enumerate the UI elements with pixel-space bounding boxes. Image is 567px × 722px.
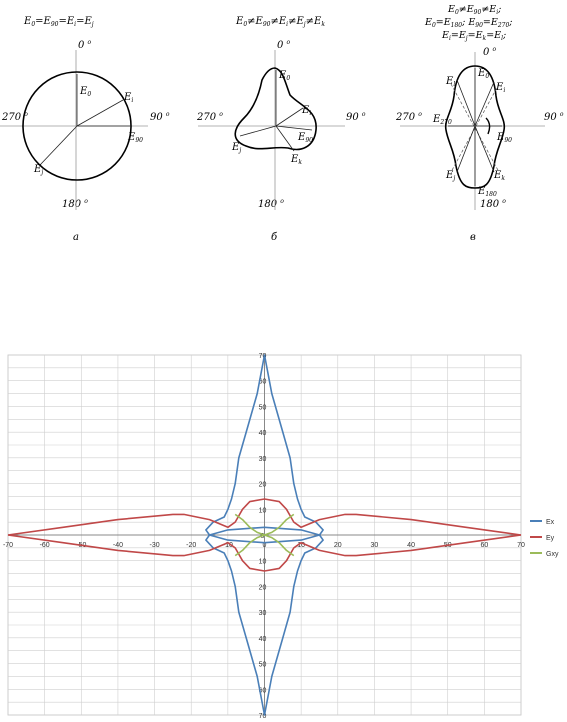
vector-ei-a [77,100,123,126]
y-tick-label: 60 [258,687,267,695]
angle-90-c: 90 $^o$ [544,111,564,123]
label-ei-a: $E_i$ [124,92,134,104]
x-tick-label: -60 [39,542,50,549]
vector-ej-b [240,126,276,136]
y-tick-label: 40 [258,635,267,643]
chart-legend [530,519,559,558]
vector-ej-c [457,126,475,172]
label-ej-b: $E_j$ [232,142,242,154]
x-tick-label: -10 [222,542,233,549]
label-ej-a: $E_j$ [34,164,44,176]
y-tick-label: 30 [258,610,267,618]
y-tick-label: 20 [258,481,267,489]
angle-270-a: 270 $^o$ [2,111,28,123]
angle-0-b: 0 $^o$ [277,39,291,51]
vector-ek-c [475,126,494,172]
label-el-c: $E_l$ [446,76,456,88]
angle-90-b: 90 $^o$ [346,111,366,123]
caption-c: в [470,232,476,243]
y-tick-label: 10 [258,558,267,566]
y-tick-label: 30 [258,455,267,463]
label-e90-a: $E_{90}$ [128,132,143,144]
x-tick-label: 40 [407,542,415,549]
svg-text:E0=E180; E90=E270;: $E_0=E_{180}$; $E_{90}=E_{270}$; [425,17,513,29]
angle-90-a: 90 $^o$ [150,111,170,123]
y-tick-label: 10 [258,507,267,515]
label-e0-b: $E_0$ [279,70,291,82]
angle-0-a: 0 $^o$ [78,39,92,51]
label-ei-b: $E_i$ [302,105,312,117]
y-tick-label: 50 [258,404,267,412]
y-tick-label: 50 [258,661,267,669]
legend-label-ex: Ex [546,519,555,526]
x-tick-label: 0 [262,542,267,549]
angle-0-c: 0 $^o$ [483,46,497,58]
formula-c [424,4,512,42]
legend-label-ey: Ey [546,535,555,542]
angle-270-c: 270 $^o$ [396,111,422,123]
vector-el-c [457,80,475,126]
diagram-a [0,16,170,243]
x-tick-label: -40 [112,542,123,549]
diagram-c [395,4,564,243]
chart [3,353,559,720]
x-tick-label: 70 [517,542,525,549]
label-ek-c: $E_k$ [494,170,505,182]
label-e0-c: $E_0$ [478,68,490,80]
angle-180-a: 180 $^o$ [62,198,88,210]
label-ej-c: $E_j$ [446,170,456,182]
y-tick-label: 60 [258,378,267,386]
svg-text:E0≠E90≠Ei;: $E_0\ne E_{90}\ne E_i$; [448,4,502,16]
label-e90-b: $E_{90}$ [298,132,313,144]
y-tick-label: 40 [258,430,267,438]
label-e180-c: $E_{180}$ [478,186,497,198]
label-e270-c: $E_{270}$ [433,114,452,126]
x-tick-label: 30 [370,542,379,549]
label-e90-c: $E_{90}$ [497,132,512,144]
legend-label-gxy: Gxy [546,551,559,558]
x-tick-label: 20 [333,542,342,549]
x-tick-label: 50 [443,542,452,549]
x-tick-label: -20 [186,542,197,549]
x-tick-label: -30 [149,542,160,549]
label-ei-c: $E_i$ [496,82,506,94]
y-tick-label: 70 [258,353,267,360]
y-tick-label: 0 [260,533,265,540]
x-tick-label: -70 [2,542,14,549]
vector-ej-a [40,126,77,165]
y-tick-label: 70 [258,713,267,720]
label-e0-a: $E_0$ [80,86,92,98]
svg-text:Ei=Ej=Ek=El;: $E_i=E_j=E_k=E_l$; [442,30,507,42]
label-ek-b: $E_k$ [291,154,302,166]
caption-a: а [73,232,79,243]
caption-b: б [271,232,278,243]
formula-a: $E_0=E_{90}=E_i=E_j$ [24,16,94,28]
formula-b: $E_0\ne E_{90}\ne E_i\ne E_j\ne E_k$ [236,16,325,28]
angle-180-b: 180 $^o$ [258,198,284,210]
angle-270-b: 270 $^o$ [197,111,223,123]
vector-e90-b [276,126,312,130]
vector-ei-c [475,82,494,126]
x-tick-label: 60 [480,542,489,549]
x-tick-label: 10 [297,542,306,549]
y-tick-label: 20 [258,584,267,592]
x-tick-label: -50 [76,542,87,549]
angle-180-c: 180 $^o$ [480,198,506,210]
diagram-b [196,16,366,243]
vector-ei-b [276,108,303,126]
